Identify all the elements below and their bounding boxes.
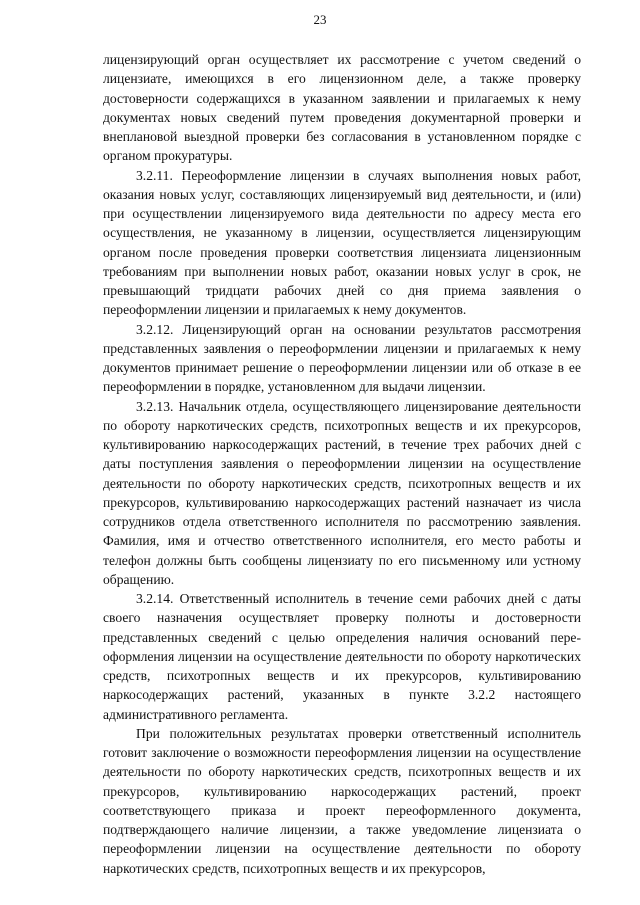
paragraph-3-2-14: 3.2.14. Ответственный исполнитель в течение семи рабочих дней с даты своего назначения осуществляет проверку полноты и достоверности представленных сведений с целью определения наличия оснований переоформления лицензии на осуществление деятельности по обороту наркотических средств, психотропных веществ и их прекурсоров, культивированию наркосодержащих растений, указанных в пункте 3.2.2 настоящего административного регламента. (103, 591, 581, 722)
page-number: 23 (313, 12, 327, 27)
document-body (103, 50, 581, 878)
paragraph-3-2-13: 3.2.13. Начальник отдела, осуществляющего лицензирование деятельности по обороту наркотических средств, психотропных веществ и их прекурсоров, культивированию наркосодержащих растений, в течение трех рабочих дней с даты поступления заявления о переоформлении лицензии на осуществление деятельности по обороту наркотических средств, психотропных веществ и их прекурсоров, культивированию наркосодержащих растений назначает из числа сотрудников отдела ответственного исполнителя по рассмотрению заявления. Фамилия, имя и отчество ответственного исполнителя, его место работы и телефон должны быть сообщены лицензиату по его письменному или устному обращению. (103, 398, 581, 587)
paragraph-3-2-11: 3.2.11. Переоформление лицензии в случаях выполнения новых работ, оказания новых услуг, составляющих лицензируемый вид деятельности, и (или) при осуществлении лицензируемого вида деятельности по адресу места его осуществления, не указанному в лицензии, осуществляется лицензирующим органом после проведения проверки соответствия лицензиата лицензионным требованиям при выполнении новых работ, оказании новых услуг в срок, не превышающий тридцати рабочих дней со дня приема заявления о переоформлении лицензии и прилагаемых к нему документов. (103, 167, 581, 318)
paragraph-3-2-12: 3.2.12. Лицензирующий орган на основании результатов рассмотрения представленных заявления о переоформлении лицензии и прилагаемых к нему документов принимает решение о переоформлении лицензии или об отказе в ее переоформлении в порядке, установленном для выдачи лицензии. (103, 321, 581, 395)
paragraph-continuation: лицензирующий орган осуществляет их рассмотрение с учетом сведений о лицензиате, имеющихся в его лицензионном деле, а также проверку достоверности содержащихся в указанном заявлении и прилагаемых к нему документах новых сведений путем проведения документарной проверки и внеплановой выездной проверки без согласования в установленном порядке с органом прокуратуры. (103, 52, 581, 164)
paragraph-positive-results: При положительных результатах проверки ответственный исполнитель готовит заключение о возможности переоформления лицензии на осуществление деятельности по обороту наркотических средств, психотропных веществ и их прекурсоров, культивированию наркосодержащих растений, проект соответствующего приказа и проект переоформленного документа, подтверждающего наличие лицензии, а также уведомление лицензиата о переоформлении лицензии на осуществление деятельности по обороту наркотических средств, психотропных веществ и их прекурсоров, (103, 725, 581, 876)
